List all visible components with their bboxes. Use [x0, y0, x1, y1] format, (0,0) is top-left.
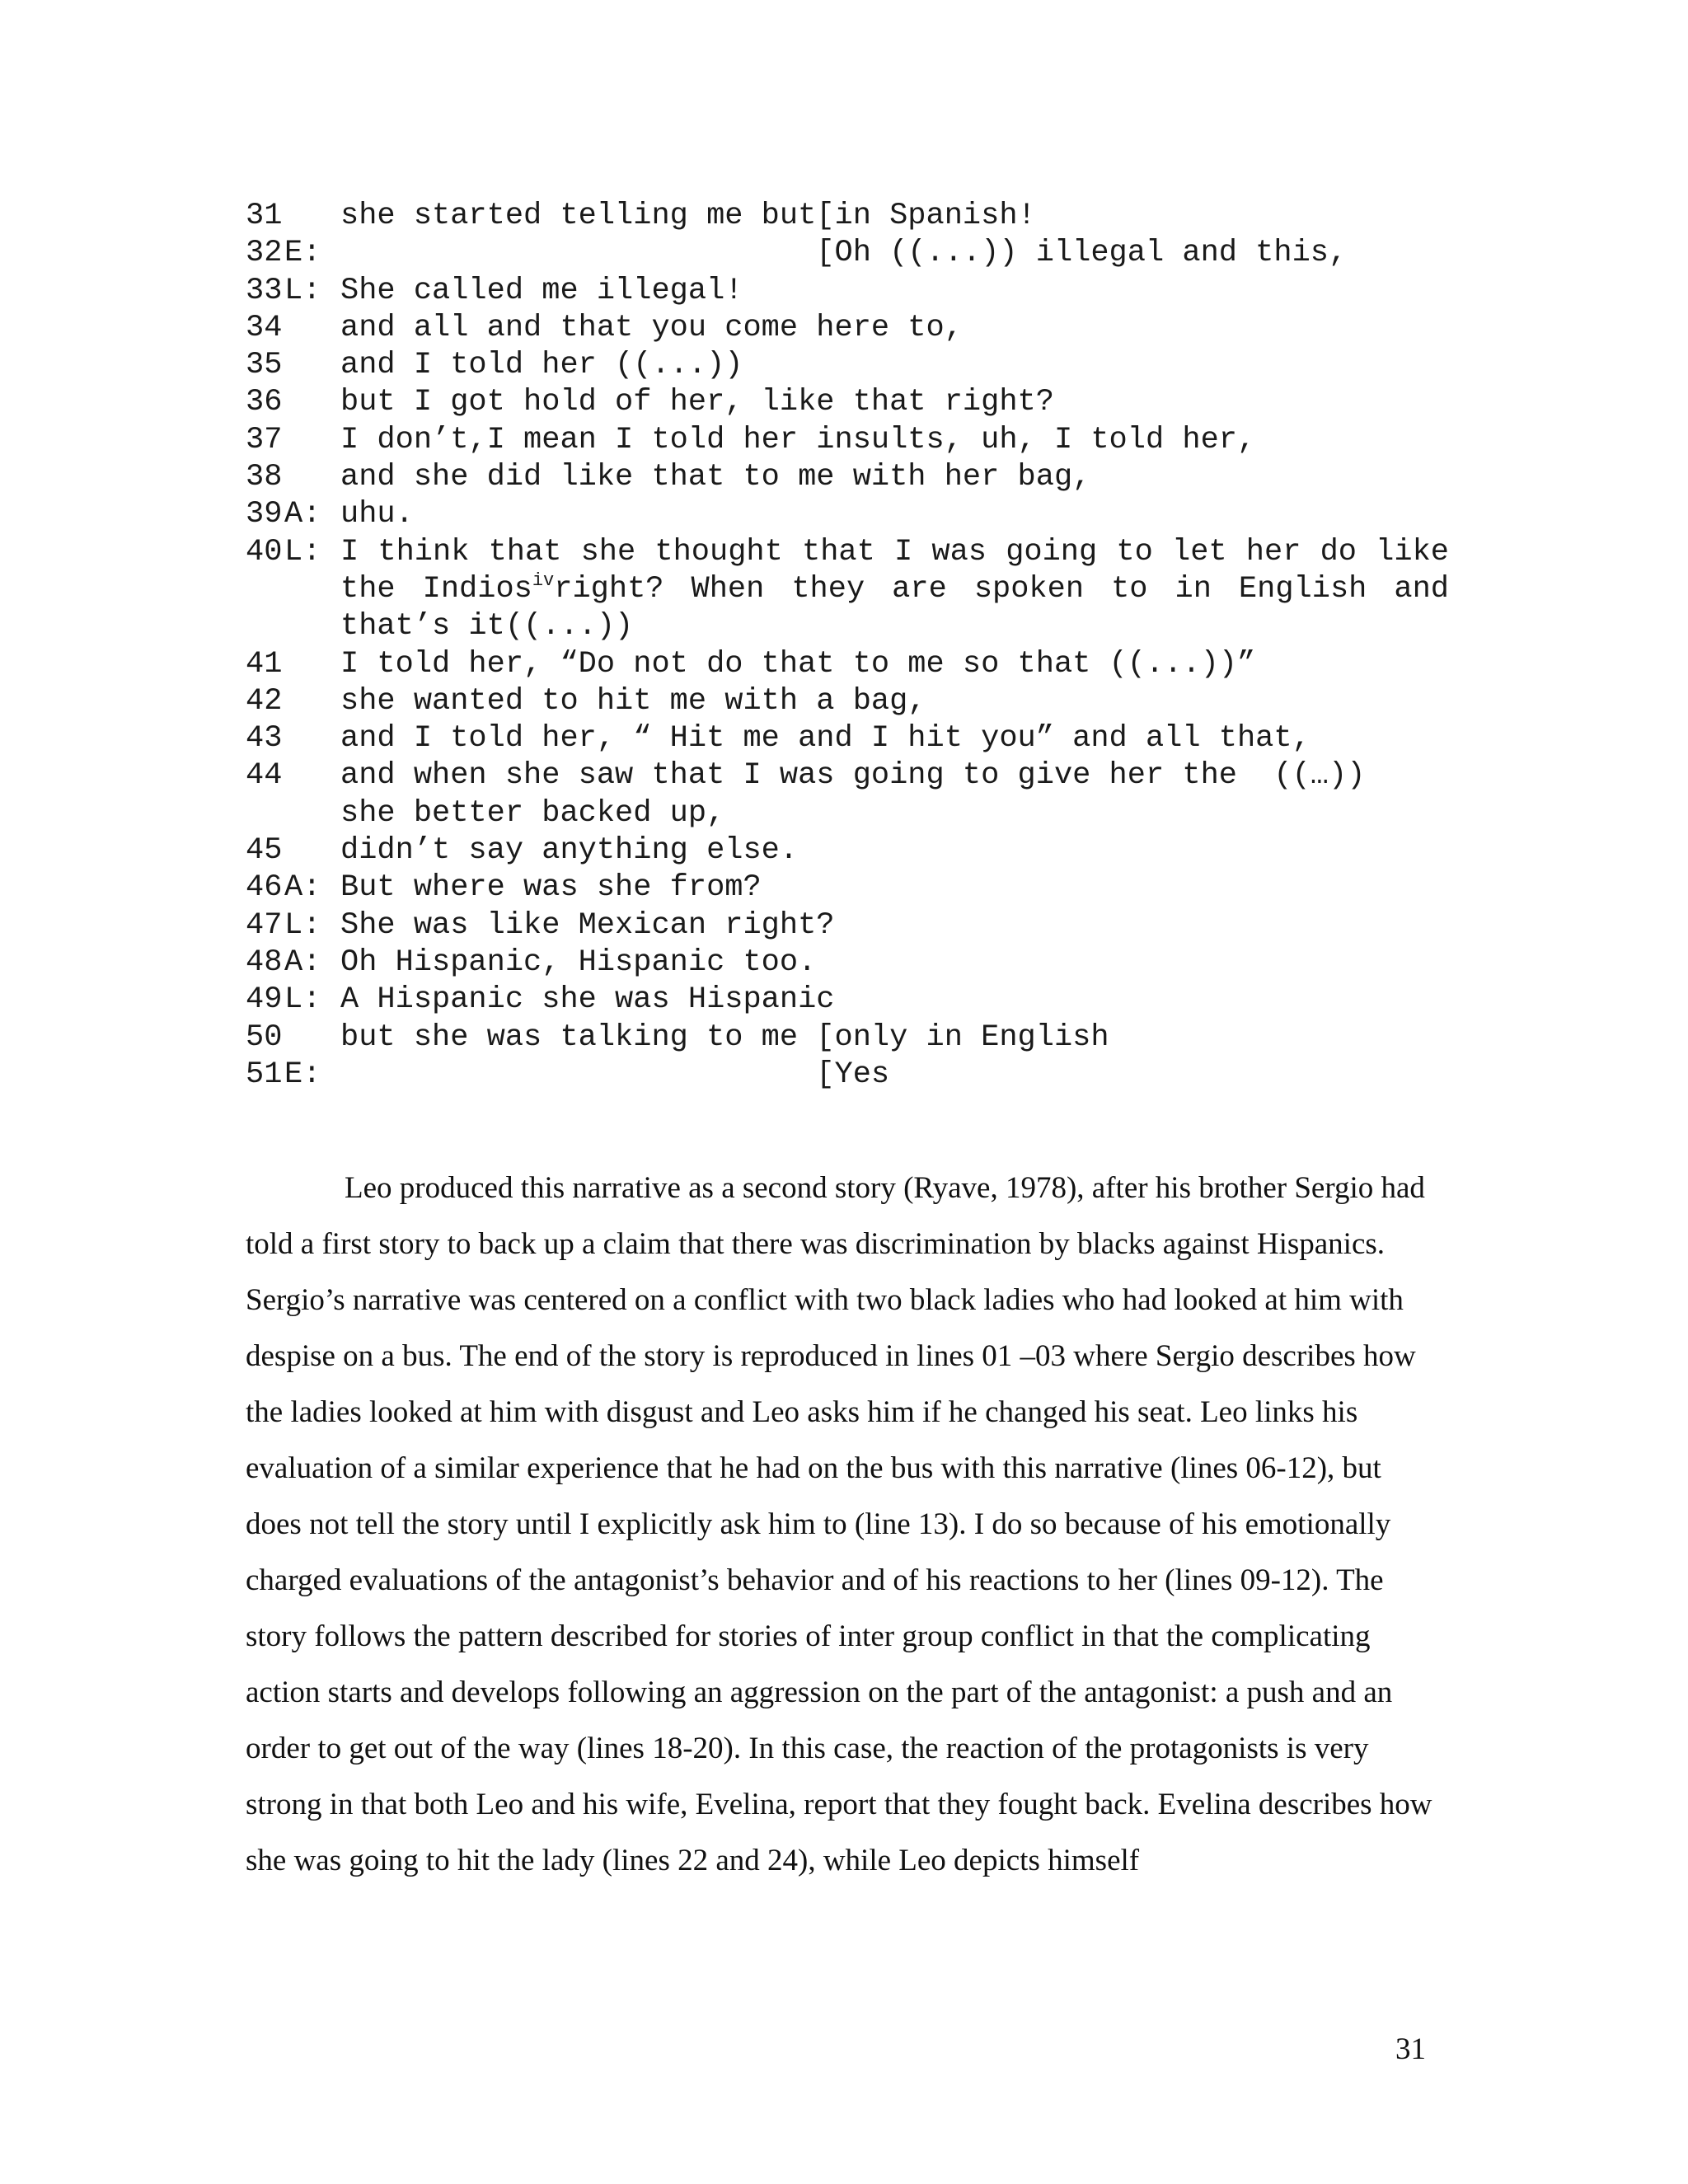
transcript-line [246, 198, 1449, 235]
utterance-text: I don’t,I mean I told her insults, uh, I told her, [340, 422, 1256, 457]
transcript-line [246, 347, 1449, 384]
utterance-text-part: I think that she thought that I was going to let her do like the Indios [340, 534, 1449, 607]
speaker-label [284, 347, 340, 384]
speaker-label [284, 683, 340, 720]
line-number: 39 [246, 497, 283, 532]
transcript-line [246, 646, 1449, 683]
speaker-label [284, 422, 340, 459]
transcript-line [246, 907, 1449, 944]
transcript-line [246, 1057, 1449, 1094]
line-number: 35 [246, 348, 283, 383]
utterance-text: but I got hold of her, like that right? [340, 385, 1054, 420]
utterance-text: she better backed up, [340, 795, 725, 831]
line-number: 41 [246, 646, 283, 682]
line-number: 34 [246, 310, 283, 345]
speaker-label [284, 646, 340, 683]
transcript-line [246, 683, 1449, 720]
endnote-marker: iv [532, 569, 555, 591]
speaker-label [284, 832, 340, 869]
speaker-label: L: [284, 534, 321, 569]
line-number [246, 795, 284, 832]
speaker-label: A: [284, 944, 321, 980]
utterance-text: [Yes [340, 1057, 890, 1092]
utterance-text: but she was talking to me [only in English [340, 1019, 1109, 1055]
body-paragraph: Leo produced this narrative as a second story (Ryave, 1978), after his brother Sergio had told a first story to back up a claim that there was discrimination by blacks against Hispanics. Sergio’s narrative was centered on a conflict with two black ladies who had looked at him with despise on a bus. The end of the story is reproduced in lines 01 –03 where Sergio describes how the ladies looked at him with disgust and Leo asks him if he changed his seat. Leo links his evaluation of a similar experience that he had on the bus with this narrative (lines 06-12), but does not tell the story until I explicitly ask him to (line 13). I do so because of his emotionally charged evaluations of the antagonist’s behavior and of his reactions to her (lines 09-12). The story follows the pattern described for stories of inter group conflict in that the complicating action starts and develops following an aggression on the part of the antagonist: a push and an order to get out of the way (lines 18-20). In this case, the reaction of the protagonists is very strong in that both Leo and his wife, Evelina, report that they fought back. Evelina describes how she was going to hit the lady (lines 22 and 24), while Leo depicts himself [246, 1171, 1432, 1877]
line-number: 50 [246, 1019, 283, 1055]
speaker-label: L: [284, 982, 321, 1018]
line-number: 48 [246, 944, 283, 980]
utterance-text: Oh Hispanic, Hispanic too. [340, 944, 817, 980]
transcript-line [246, 795, 1449, 832]
line-number: 51 [246, 1057, 283, 1092]
utterance-text: and when she saw that I was going to give her the ((…)) [340, 758, 1366, 794]
speaker-label: L: [284, 273, 321, 308]
utterance-text [340, 534, 1449, 646]
speaker-label [284, 795, 340, 832]
line-number: 40 [246, 534, 283, 569]
transcript-line [246, 422, 1449, 459]
speaker-label: A: [284, 497, 321, 532]
utterance-text: she wanted to hit me with a bag, [340, 683, 926, 719]
transcript-line [246, 459, 1449, 496]
utterance-text: and I told her ((...)) [340, 348, 743, 383]
speaker-label: L: [284, 907, 321, 943]
transcript-line [246, 832, 1449, 869]
utterance-text: She was like Mexican right? [340, 907, 835, 943]
speaker-label: E: [284, 1057, 321, 1092]
line-number: 47 [246, 907, 283, 943]
speaker-label: E: [284, 236, 321, 271]
transcript-line [246, 944, 1449, 982]
transcript-line [246, 869, 1449, 907]
utterance-text: she started telling me but[in Spanish! [340, 199, 1036, 233]
transcript-line [246, 720, 1449, 757]
line-number: 42 [246, 683, 283, 719]
line-number: 32 [246, 236, 283, 271]
utterance-text: and all and that you come here to, [340, 310, 963, 345]
line-number: 46 [246, 870, 283, 906]
utterance-text-part: right? When they are spoken to in English and that’s it((...)) [340, 571, 1449, 644]
utterance-text: [Oh ((...)) illegal and this, [340, 236, 1348, 271]
speaker-label [284, 310, 340, 347]
speaker-label [284, 1019, 340, 1057]
transcript-line [246, 235, 1449, 272]
line-number: 44 [246, 758, 283, 794]
line-number: 38 [246, 460, 283, 495]
transcript-line [246, 496, 1449, 533]
speaker-label [284, 198, 340, 235]
transcript-line [246, 982, 1449, 1019]
utterance-text: and I told her, “ Hit me and I hit you” and all that, [340, 721, 1311, 757]
line-number: 36 [246, 385, 283, 420]
transcript-block [246, 198, 1449, 1094]
transcript-line [246, 757, 1449, 794]
utterance-text: She called me illegal! [340, 273, 743, 308]
transcript-line [246, 384, 1449, 421]
line-number: 31 [246, 199, 283, 233]
speaker-label: A: [284, 870, 321, 906]
transcript-line [246, 310, 1449, 347]
utterance-text: A Hispanic she was Hispanic [340, 982, 835, 1018]
utterance-text: didn’t say anything else. [340, 833, 799, 869]
speaker-label [284, 720, 340, 757]
speaker-label [284, 459, 340, 496]
line-number: 33 [246, 273, 283, 308]
utterance-text: But where was she from? [340, 870, 762, 906]
line-number: 45 [246, 833, 283, 869]
transcript-line [246, 1019, 1449, 1057]
page-number: 31 [1395, 2032, 1426, 2066]
speaker-label [284, 384, 340, 421]
line-number: 49 [246, 982, 283, 1018]
line-number: 37 [246, 422, 283, 457]
transcript-line [246, 273, 1449, 310]
transcript-line [246, 534, 1449, 646]
speaker-label [284, 757, 340, 794]
utterance-text: I told her, “Do not do that to me so that ((...))” [340, 646, 1256, 682]
line-number: 43 [246, 721, 283, 757]
utterance-text: and she did like that to me with her bag, [340, 460, 1091, 495]
utterance-text: uhu. [340, 497, 414, 532]
